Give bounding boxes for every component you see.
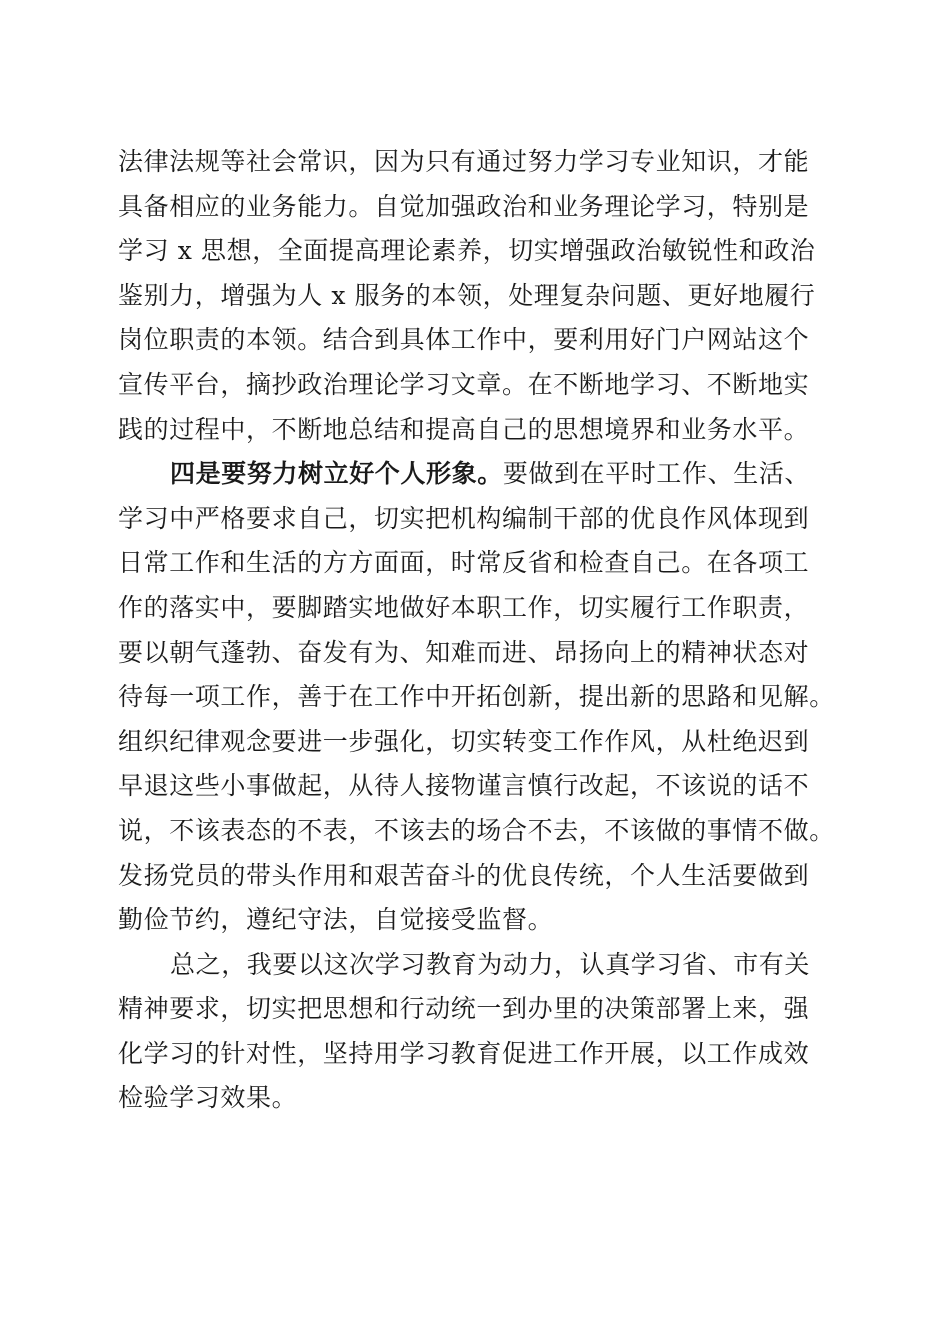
paragraph-2-line-9: 说，不该表态的不表，不该去的场合不去，不该做的事情不做。 (118, 815, 835, 845)
paragraph-2-line-1-text: 要做到在平时工作、生活、 (502, 459, 811, 489)
paragraph-2-line-8: 早退这些小事做起，从待人接物谨言慎行改起，不该说的话不 (118, 771, 810, 801)
paragraph-2-lead: 四是要努力树立好个人形象。 (170, 459, 503, 489)
paragraph-1-line-3: 学习 x 思想，全面提高理论素养，切实增强政治敏锐性和政治 (118, 236, 816, 266)
paragraph-2-line-7: 组织纪律观念要进一步强化，切实转变工作作风，从杜绝迟到 (118, 726, 810, 756)
document-body (118, 140, 838, 1121)
paragraph-1-line-2: 具备相应的业务能力。自觉加强政治和业务理论学习，特别是 (118, 191, 810, 221)
paragraph-3-line-2: 精神要求，切实把思想和行动统一到办里的决策部署上来，强 (118, 994, 810, 1024)
paragraph-3-line-1: 总之，我要以这次学习教育为动力，认真学习省、市有关 (170, 949, 811, 979)
paragraph-2-line-2: 学习中严格要求自己，切实把机构编制干部的优良作风体现到 (118, 503, 810, 533)
paragraph-2-line-6: 待每一项工作，善于在工作中开拓创新，提出新的思路和见解。 (118, 682, 835, 712)
paragraph-1-line-6: 宣传平台，摘抄政治理论学习文章。在不断地学习、不断地实 (118, 369, 810, 399)
paragraph-2-line-1 (118, 452, 838, 497)
paragraph-1-line-4: 鉴别力，增强为人 x 服务的本领，处理复杂问题、更好地履行 (118, 280, 816, 310)
paragraph-1-line-7: 践的过程中，不断地总结和提高自己的思想境界和业务水平。 (118, 414, 810, 444)
paragraph-1-line-5: 岗位职责的本领。结合到具体工作中，要利用好门户网站这个 (118, 325, 810, 355)
paragraph-1-line-1: 法律法规等社会常识，因为只有通过努力学习专业知识，才能 (118, 147, 810, 176)
paragraph-2-line-10: 发扬党员的带头作用和艰苦奋斗的优良传统，个人生活要做到 (118, 860, 810, 890)
paragraph-2-line-5: 要以朝气蓬勃、奋发有为、知难而进、昂扬向上的精神状态对 (118, 637, 810, 667)
paragraph-2-line-11: 勤俭节约，遵纪守法，自觉接受监督。 (118, 905, 554, 935)
paragraph-3-line-3: 化学习的针对性，坚持用学习教育促进工作开展，以工作成效 (118, 1038, 810, 1068)
paragraph-2-line-3: 日常工作和生活的方方面面，时常反省和检查自己。在各项工 (118, 548, 810, 578)
paragraph-2-line-4: 作的落实中，要脚踏实地做好本职工作，切实履行工作职责， (118, 592, 810, 622)
paragraph-3-line-4: 检验学习效果。 (118, 1083, 298, 1113)
